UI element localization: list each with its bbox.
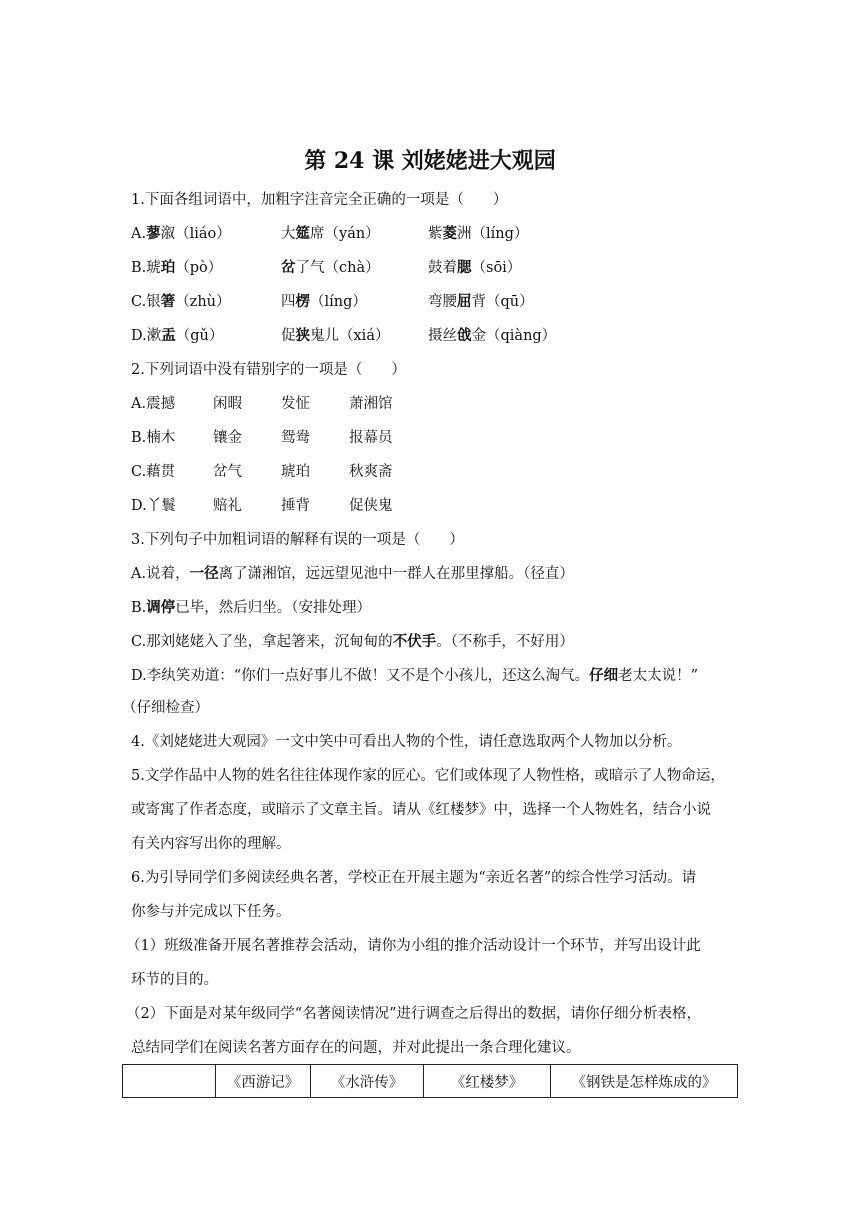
table-header-row bbox=[123, 1065, 738, 1098]
q2-stem: 2.下列词语中没有错别字的一项是（ ） bbox=[131, 362, 406, 378]
q5-line-3: 有关内容写出你的理解。 bbox=[131, 836, 291, 852]
q3-option-d: D.李纨笑劝道：“你们一点好事儿不做！又不是个小孩儿，还这么淘气。仔细老太太说！” bbox=[131, 667, 699, 684]
q6-2-line-1: （2）下面是对某年级同学“名著阅读情况”进行调查之后得出的数据，请你仔细分析表格， bbox=[126, 1006, 702, 1022]
q6-1-line-1: （1）班级准备开展名著推荐会活动，请你为小组的推介活动设计一个环节，并写出设计此 bbox=[126, 938, 701, 954]
q1-stem: 1.下面各组词语中，加粗字注音完全正确的一项是（ ） bbox=[131, 192, 508, 208]
table-header-cell: 《西游记》 bbox=[216, 1065, 311, 1098]
q5-line-2: 或寄寓了作者态度，或暗示了文章主旨。请从《红楼梦》中，选择一个人物姓名，结合小说 bbox=[131, 802, 711, 818]
q5-line-1: 5.文学作品中人物的姓名往往体现作家的匠心。它们或体现了人物性格，或暗示了人物命运， bbox=[131, 768, 725, 784]
q4-text: 4.《刘姥姥进大观园》一文中笑中可看出人物的个性，请任意选取两个人物加以分析。 bbox=[131, 734, 682, 750]
q6-line-2: 你参与并完成以下任务。 bbox=[131, 904, 291, 920]
table-header-cell: 《红楼梦》 bbox=[424, 1065, 551, 1098]
q3-option-a: A.说着，一径离了潇湘馆，远远望见池中一群人在那里撑船。（径直） bbox=[131, 565, 574, 582]
page-title: 第 24 课 刘姥姥进大观园 bbox=[304, 148, 556, 174]
q6-2-line-2: 总结同学们在阅读名著方面存在的问题，并对此提出一条合理化建议。 bbox=[131, 1040, 581, 1056]
q6-1-line-2: 环节的目的。 bbox=[131, 972, 218, 988]
document-page: 第 24 课 刘姥姥进大观园 1.下面各组词语中，加粗字注音完全正确的一项是（ ） A.蓼溆（liáo） 大筵席（yán） 紫菱洲（líng） B.琥珀（pò） 岔了气（chà） 鼓着腮（sōi） C.银箸（zhù） 四楞（líng） 弯腰屈背（qū） D.漱盂（gǔ） 促狭鬼儿（xiá） 摄丝戗金（qiàng） 2.下列词语中没有错别字的一项是（ ） A.震撼 闲暇 发怔 萧湘馆 B.楠木 镶金 鸳鸯 报幕员 C.藉贯 岔气 琥珀 秋爽斋 D.丫鬟 赔礼 捶背 促侠鬼 3.下列句子中加粗词语的解释有误的一项是（ ） A.说着，一径离了潇湘馆，远远望见池中一群人在那里撑船。（径直） B.调停已毕，然后归坐。（安排处理） C.那刘姥姥入了坐，拿起箸来，沉甸甸的不伏手。（不称手，不好用） D.李纨笑劝道：“你们一点好事儿不做！又不是个小孩儿，还这么淘气。仔细老太太说！” （仔细检查） 4.《刘姥姥进大观园》一文中笑中可看出人物的个性，请任意选取两个人物加以分析。 5.文学作品中人物的姓名往往体现作家的匠心。它们或体现了人物性格，或暗示了人物命运， 或寄寓了作者态度，或暗示了文章主旨。请从《红楼梦》中，选择一个人物姓名，结合小说 有关内容写出你的理解。 6.为引导同学们多阅读经典名著，学校正在开展主题为“亲近名著”的综合性学习活动。请 你参与并完成以下任务。 （1）班级准备开展名著推荐会活动，请你为小组的推介活动设计一个环节，并写出设计此 环节的目的。 （2）下面是对某年级同学“名著阅读情况”进行调查之后得出的数据，请你仔细分析表格， 总结同学们在阅读名著方面存在的问题，并对此提出一条合理化建议。 《西游记》 《水浒传》 《红楼梦》 《钢铁是怎样炼成的》 bbox=[0, 0, 860, 1216]
table-header-cell bbox=[123, 1065, 216, 1098]
reading-survey-table bbox=[122, 1064, 738, 1098]
q3-option-d-note: （仔细检查） bbox=[122, 700, 209, 716]
q3-option-c: C.那刘姥姥入了坐，拿起箸来，沉甸甸的不伏手。（不称手，不好用） bbox=[131, 633, 574, 650]
q3-stem: 3.下列句子中加粗词语的解释有误的一项是（ ） bbox=[131, 532, 464, 548]
q3-option-b: B.调停已毕，然后归坐。（安排处理） bbox=[131, 599, 372, 616]
table-header-cell: 《水浒传》 bbox=[311, 1065, 424, 1098]
q6-line-1: 6.为引导同学们多阅读经典名著，学校正在开展主题为“亲近名著”的综合性学习活动。请 bbox=[131, 870, 697, 886]
table-header-cell: 《钢铁是怎样炼成的》 bbox=[551, 1065, 738, 1098]
